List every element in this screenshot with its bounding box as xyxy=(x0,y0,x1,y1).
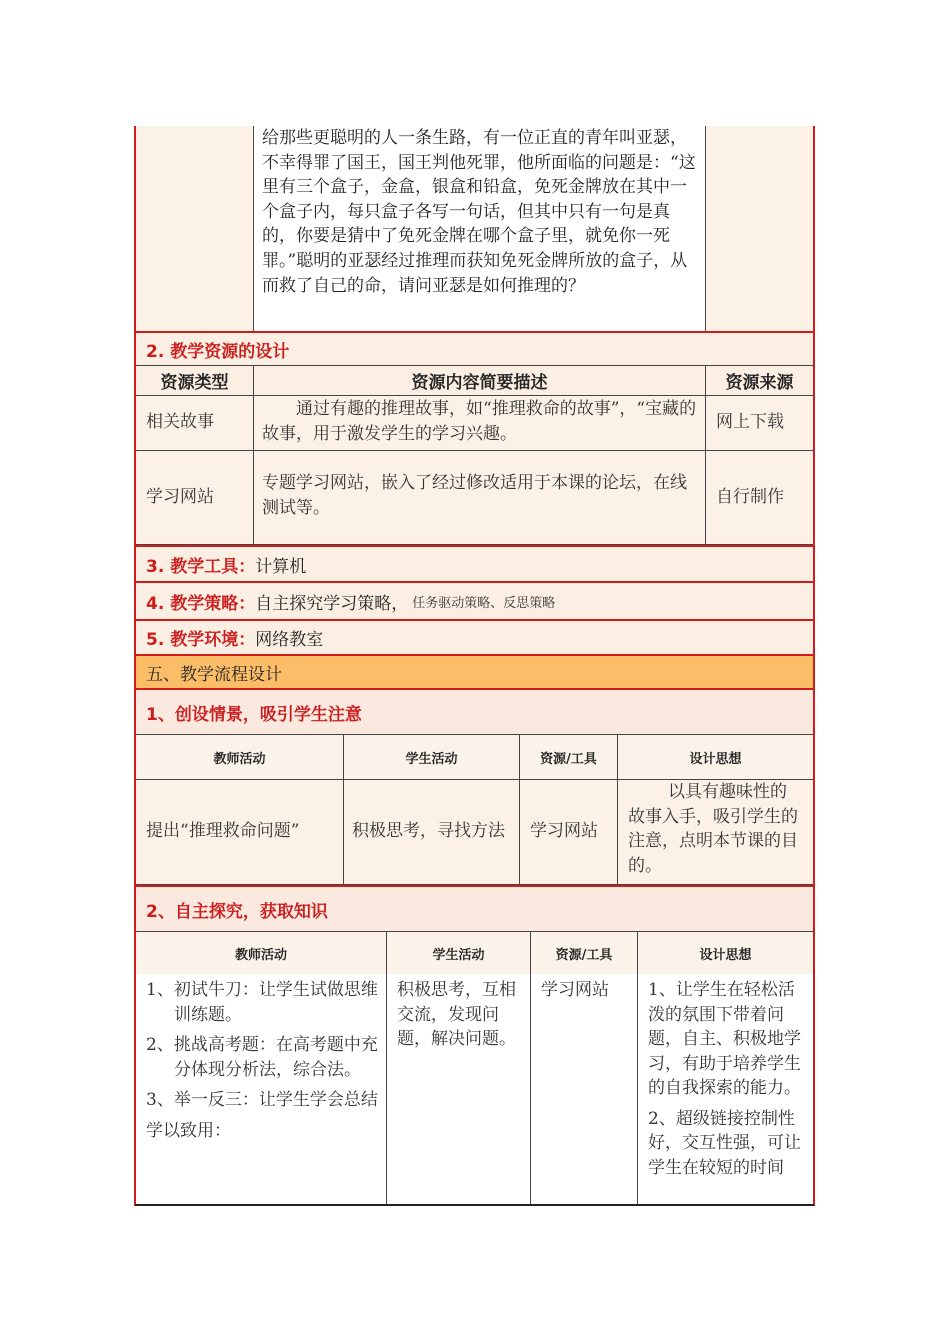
col-resource-tool: 资源/工具 xyxy=(531,932,638,975)
col-resource-source: 资源来源 xyxy=(706,366,813,396)
section-5-value: 网络教室 xyxy=(255,630,324,650)
resource-desc: 专题学习网站，嵌入了经过修改适用于本课的论坛，在线测试等。 xyxy=(254,451,706,545)
resource-desc: 通过有趣的推理故事，如“推理救命的故事”，“宝藏的故事，用于激发学生的学习兴趣。 xyxy=(254,395,706,451)
resource-row xyxy=(136,395,813,451)
step-2-resource: 学习网站 xyxy=(531,974,638,1204)
lesson-plan-table xyxy=(134,126,815,1206)
col-design-idea: 设计思想 xyxy=(618,735,813,780)
resource-type: 相关故事 xyxy=(136,395,254,451)
section-3-value: 计算机 xyxy=(255,556,307,577)
col-resource-desc: 资源内容简要描述 xyxy=(254,366,706,396)
section-2-header xyxy=(136,331,813,365)
col-student-activity: 学生活动 xyxy=(387,932,531,975)
section-3-title: 3. 教学工具： xyxy=(146,556,256,577)
teacher-tail: 学以致用： xyxy=(146,1120,231,1141)
step-1-resource: 学习网站 xyxy=(520,779,618,885)
col-teacher-activity: 教师活动 xyxy=(136,735,344,780)
col-resource-tool: 资源/工具 xyxy=(520,735,618,780)
step-2-row xyxy=(136,974,813,1204)
section-3-row xyxy=(136,545,813,581)
teacher-item: 3、举一反三：让学生学会总结 xyxy=(146,1090,378,1110)
step-2-title: 2、自主探究，获取知识 xyxy=(146,901,328,922)
step-1-teacher: 提出“推理救命问题” xyxy=(136,779,344,885)
step-2-student: 积极思考，互相交流，发现问题，解决问题。 xyxy=(387,974,531,1204)
design-item: 1、让学生在轻松活泼的氛围下带着问题，自主、积极地学习，有助于培养学生的自我探索的能力。 xyxy=(648,980,801,1098)
story-right-cell xyxy=(706,126,813,331)
step-1-title: 1、创设情景，吸引学生注意 xyxy=(146,704,362,725)
col-teacher-activity: 教师活动 xyxy=(136,932,387,975)
teacher-item: 1、初试牛刀：让学生试做思维训练题。 xyxy=(146,980,378,1025)
resource-table-header xyxy=(136,365,813,395)
resource-source: 自行制作 xyxy=(706,451,813,545)
step-1-table-header xyxy=(136,734,813,779)
step-2-teacher xyxy=(136,974,387,1204)
resource-row xyxy=(136,451,813,545)
teacher-item: 2、挑战高考题：在高考题中充分体现分析法，综合法。 xyxy=(146,1035,378,1080)
step-2-table-header xyxy=(136,931,813,974)
section-4-row xyxy=(136,581,813,619)
part-5-header xyxy=(136,654,813,688)
section-4-title: 4. 教学策略： xyxy=(146,593,256,614)
section-5-title: 5. 教学环境： xyxy=(146,630,256,650)
step-2-design xyxy=(638,974,813,1204)
resource-source: 网上下载 xyxy=(706,395,813,451)
section-5-row xyxy=(136,619,813,654)
section-4-value: 自主探究学习策略， xyxy=(255,593,409,614)
step-1-row xyxy=(136,779,813,885)
story-row xyxy=(136,126,813,331)
story-text-cell xyxy=(254,126,706,331)
section-2-title: 2. 教学资源的设计 xyxy=(146,341,290,362)
design-item: 2、超级链接控制性好，交互性强，可让学生在较短的时间 xyxy=(648,1108,801,1178)
section-4-extra: 任务驱动策略、反思策略 xyxy=(412,595,556,611)
step-1-student: 积极思考，寻找方法 xyxy=(344,779,520,885)
story-left-cell xyxy=(136,126,254,331)
step-2-header xyxy=(136,885,813,931)
col-student-activity: 学生活动 xyxy=(344,735,520,780)
resource-type: 学习网站 xyxy=(136,451,254,545)
col-design-idea: 设计思想 xyxy=(638,932,813,975)
col-resource-type: 资源类型 xyxy=(136,366,254,396)
step-1-design: 以具有趣味性的故事入手，吸引学生的注意，点明本节课的目的。 xyxy=(618,779,813,885)
step-1-header xyxy=(136,688,813,734)
story-text: 给那些更聪明的人一条生路，有一位正直的青年叫亚瑟，不幸得罪了国王，国王判他死罪，他所面临的问题是：“这里有三个盒子，金盒，银盒和铅盒，免死金牌放在其中一个盒子内，每只盒子各写一句话，但其中只有一句是真的，你要是猜中了免死金牌在哪个盒子里，就免你一死罪。”聪明的亚瑟经过推理而获知免死金牌所放的盒子，从而救了自己的命，请问亚瑟是如何推理的？ xyxy=(262,128,696,296)
part-5-title: 五、教学流程设计 xyxy=(146,664,282,685)
